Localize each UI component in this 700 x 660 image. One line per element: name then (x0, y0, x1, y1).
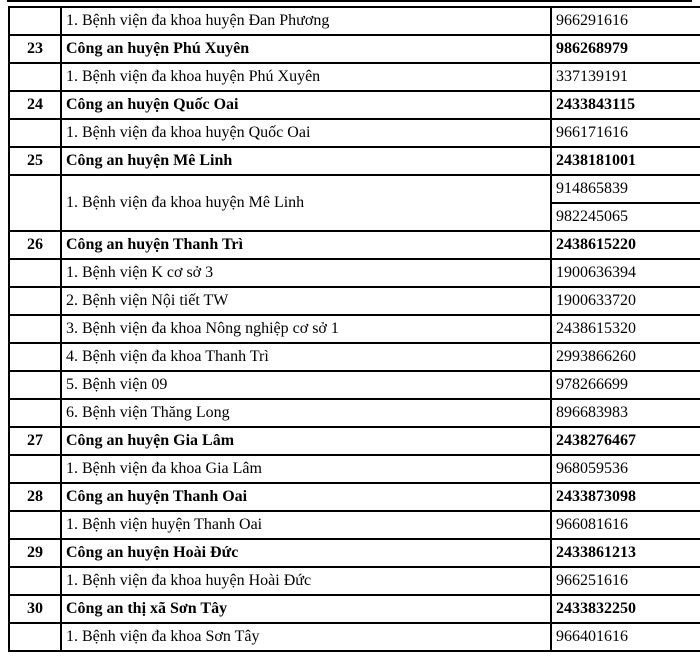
row-number-cell (9, 371, 61, 399)
phone-cell: 1900636394 (551, 259, 700, 287)
phone-cell: 2438615320 (551, 315, 700, 343)
phone-cell: 2438615220 (551, 231, 700, 259)
name-cell: 1. Bệnh viện đa khoa huyện Quốc Oai (61, 119, 551, 147)
station-row (9, 595, 700, 623)
station-row (9, 147, 700, 175)
name-cell: 1. Bệnh viện đa khoa huyện Hoài Đức (61, 567, 551, 595)
name-cell: Công an huyện Thanh Trì (61, 231, 551, 259)
hospital-row (9, 623, 700, 651)
name-cell: 1. Bệnh viện đa khoa Gia Lâm (61, 455, 551, 483)
row-number-cell (9, 119, 61, 147)
name-cell: 1. Bệnh viện đa khoa huyện Phú Xuyên (61, 63, 551, 91)
phone-cell: 986268979 (551, 35, 700, 63)
station-row (9, 91, 700, 119)
name-cell: 5. Bệnh viện 09 (61, 371, 551, 399)
row-number-cell: 27 (9, 427, 61, 455)
name-cell: Công an huyện Quốc Oai (61, 91, 551, 119)
row-number-cell: 24 (9, 91, 61, 119)
row-number-cell (9, 623, 61, 651)
hospital-row (9, 567, 700, 595)
name-cell: 2. Bệnh viện Nội tiết TW (61, 287, 551, 315)
contact-table (8, 6, 700, 652)
phone-cell: 2433861213 (551, 539, 700, 567)
phone-cell: 966401616 (551, 623, 700, 651)
phone-cell: 2438181001 (551, 147, 700, 175)
row-number-cell (9, 399, 61, 427)
row-number-cell (9, 315, 61, 343)
phone-cell: 982245065 (551, 203, 700, 231)
previous-row-bottom-border (7, 0, 692, 2)
row-number-cell: 26 (9, 231, 61, 259)
row-number-cell: 28 (9, 483, 61, 511)
name-cell: 1. Bệnh viện đa khoa Sơn Tây (61, 623, 551, 651)
station-row (9, 483, 700, 511)
name-cell: 1. Bệnh viện huyện Thanh Oai (61, 511, 551, 539)
phone-cell: 2438276467 (551, 427, 700, 455)
phone-cell: 966251616 (551, 567, 700, 595)
row-number-cell (9, 455, 61, 483)
row-number-cell (9, 343, 61, 371)
phone-cell: 966081616 (551, 511, 700, 539)
phone-cell: 2993866260 (551, 343, 700, 371)
hospital-row (9, 315, 700, 343)
name-cell: Công an huyện Phú Xuyên (61, 35, 551, 63)
hospital-row (9, 63, 700, 91)
station-row (9, 35, 700, 63)
hospital-row (9, 7, 700, 35)
hospital-row (9, 287, 700, 315)
row-number-cell (9, 567, 61, 595)
hospital-row (9, 259, 700, 287)
name-cell: Công an huyện Gia Lâm (61, 427, 551, 455)
name-cell: 6. Bệnh viện Thăng Long (61, 399, 551, 427)
phone-cell: 978266699 (551, 371, 700, 399)
name-cell: 1. Bệnh viện đa khoa huyện Đan Phương (61, 7, 551, 35)
station-row (9, 427, 700, 455)
phone-cell: 2433843115 (551, 91, 700, 119)
phone-cell: 896683983 (551, 399, 700, 427)
hospital-row (9, 119, 700, 147)
station-row (9, 539, 700, 567)
phone-cell: 1900633720 (551, 287, 700, 315)
row-number-cell (9, 259, 61, 287)
phone-cell: 914865839 (551, 175, 700, 203)
name-cell: 1. Bệnh viện K cơ sở 3 (61, 259, 551, 287)
name-cell: 1. Bệnh viện đa khoa huyện Mê Linh (61, 175, 551, 231)
phone-cell: 2433873098 (551, 483, 700, 511)
contact-table-body (9, 7, 700, 651)
name-cell: Công an huyện Thanh Oai (61, 483, 551, 511)
hospital-row (9, 343, 700, 371)
row-number-cell (9, 175, 61, 231)
row-number-cell: 25 (9, 147, 61, 175)
phone-cell: 968059536 (551, 455, 700, 483)
name-cell: Công an huyện Mê Linh (61, 147, 551, 175)
hospital-row (9, 511, 700, 539)
row-number-cell (9, 7, 61, 35)
phone-cell: 337139191 (551, 63, 700, 91)
row-number-cell (9, 511, 61, 539)
row-number-cell: 30 (9, 595, 61, 623)
phone-cell: 966291616 (551, 7, 700, 35)
phone-cell: 966171616 (551, 119, 700, 147)
name-cell: 3. Bệnh viện đa khoa Nông nghiệp cơ sở 1 (61, 315, 551, 343)
name-cell: Công an thị xã Sơn Tây (61, 595, 551, 623)
name-cell: 4. Bệnh viện đa khoa Thanh Trì (61, 343, 551, 371)
station-row (9, 231, 700, 259)
row-number-cell: 23 (9, 35, 61, 63)
row-number-cell (9, 287, 61, 315)
phone-cell: 2433832250 (551, 595, 700, 623)
row-number-cell (9, 63, 61, 91)
hospital-row (9, 399, 700, 427)
hospital-row (9, 455, 700, 483)
name-cell: Công an huyện Hoài Đức (61, 539, 551, 567)
hospital-row (9, 371, 700, 399)
row-number-cell: 29 (9, 539, 61, 567)
hospital-row (9, 175, 700, 203)
